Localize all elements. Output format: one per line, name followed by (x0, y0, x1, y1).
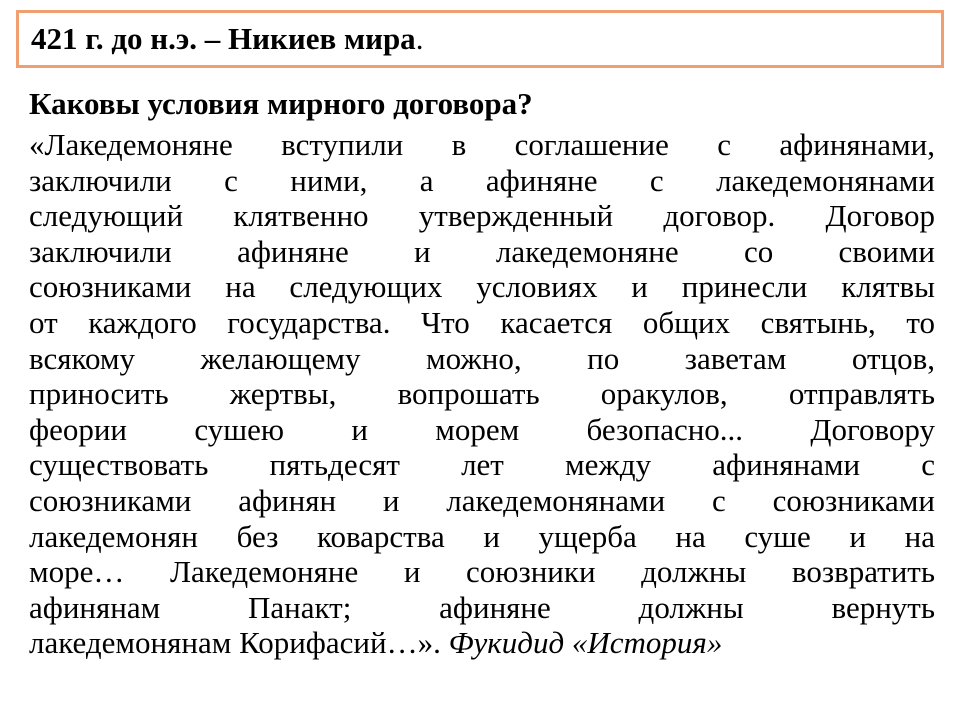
quote-line: приносить жертвы, вопрошать оракулов, отправлять (29, 376, 935, 412)
quote-line: заключили с ними, а афиняне с лакедемонянами (29, 162, 935, 198)
quote-source: Фукидид «История» (448, 625, 723, 661)
quote-last-line (29, 625, 935, 661)
quote-line: афинянам Панакт; афиняне должны вернуть (29, 589, 935, 625)
quote-line: от каждого государства. Что касается общих святынь, то (29, 304, 935, 340)
quote-line: союзниками афинян и лакедемонянами с союзниками (29, 482, 935, 518)
title-box (16, 10, 944, 68)
question-heading: Каковы условия мирного договора? (29, 86, 533, 121)
quote-line: заключили афиняне и лакедемоняне со своими (29, 233, 935, 269)
quote-line: существовать пятьдесят лет между афинянами с (29, 447, 935, 483)
quote-line: союзниками на следующих условиях и принесли клятвы (29, 269, 935, 305)
quote-line: «Лакедемоняне вступили в соглашение с афинянами, (29, 127, 935, 162)
quote-line: море… Лакедемоняне и союзники должны возвратить (29, 554, 935, 590)
quote-block (29, 127, 935, 661)
slide-title-text: 421 г. до н.э. – Никиев мира (31, 21, 416, 56)
quote-line: всякому желающему можно, по заветам отцов, (29, 340, 935, 376)
slide-title (31, 21, 423, 57)
quote-line: феории сушею и морем безопасно... Договору (29, 411, 935, 447)
quote-line: следующий клятвенно утвержденный договор. Договор (29, 198, 935, 234)
slide-title-period: . (415, 21, 424, 56)
quote-line-text: лакедемонянам Корифасий…». (29, 625, 441, 661)
quote-line: лакедемонян без коварства и ущерба на суше и на (29, 518, 935, 554)
